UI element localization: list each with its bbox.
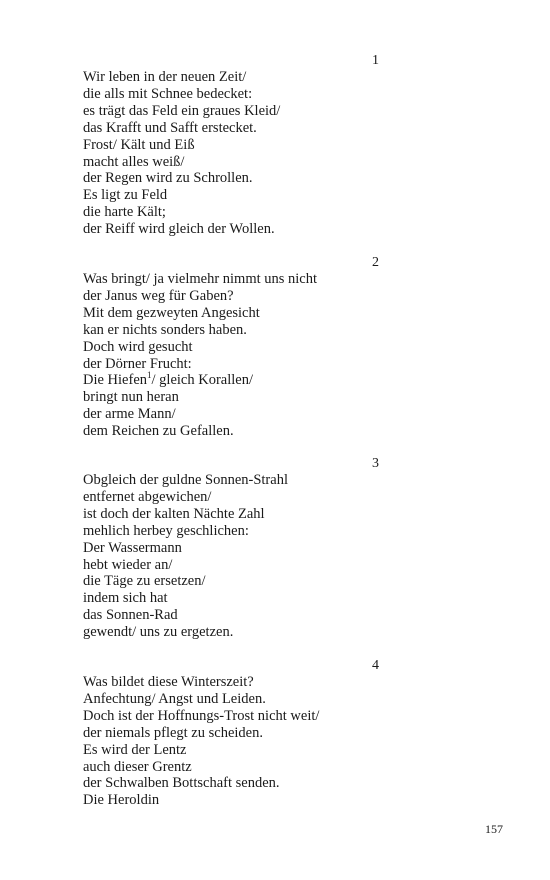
footnote-marker[interactable]: 1 xyxy=(147,370,152,381)
verse-line: der Schwalben Bottschaft senden. xyxy=(83,775,280,792)
verse-line: die alls mit Schnee bedecket: xyxy=(83,85,253,102)
verse-line: hebt wieder an/ xyxy=(83,556,173,573)
verse-line: der Janus weg für Gaben? xyxy=(83,287,234,304)
verse-line: der Reiff wird gleich der Wollen. xyxy=(83,221,275,238)
verse-line: Doch wird gesucht xyxy=(83,338,193,355)
verse-line-with-footnote xyxy=(83,372,317,389)
verse-text: Die Hiefen xyxy=(83,372,148,389)
verse-line: Wir leben in der neuen Zeit/ xyxy=(83,69,247,85)
verse-line: die harte Kält; xyxy=(83,204,166,221)
stanza-lines xyxy=(83,69,280,238)
verse-line: ist doch der kalten Nächte Zahl xyxy=(83,505,265,522)
verse-line: mehlich herbey geschlichen: xyxy=(83,522,249,539)
stanza-number: 1 xyxy=(372,53,379,68)
verse-line: Doch ist der Hoffnungs-Trost nicht weit/ xyxy=(83,707,320,724)
verse-line: bringt nun heran xyxy=(83,389,179,406)
verse-line: es trägt das Feld ein graues Kleid/ xyxy=(83,102,281,119)
verse-line: der niemals pflegt zu scheiden. xyxy=(83,724,263,741)
verse-line: Der Wassermann xyxy=(83,539,182,556)
verse-line: dem Reichen zu Gefallen. xyxy=(83,423,234,440)
verse-line: das Sonnen-Rad xyxy=(83,607,178,624)
verse-line: entfernet abgewichen/ xyxy=(83,488,212,505)
verse-line: Es wird der Lentz xyxy=(83,741,187,758)
verse-line: der arme Mann/ xyxy=(83,406,176,423)
verse-line: Was bringt/ ja vielmehr nimmt uns nicht xyxy=(83,271,318,287)
verse-line: Die Heroldin xyxy=(83,792,160,809)
verse-line: der Dörner Frucht: xyxy=(83,355,192,372)
verse-line: Obgleich der guldne Sonnen-Strahl xyxy=(83,472,288,488)
stanza-lines xyxy=(83,472,288,641)
verse-line: Anfechtung/ Angst und Leiden. xyxy=(83,690,266,707)
verse-line: kan er nichts sonders haben. xyxy=(83,321,247,338)
verse-line: der Regen wird zu Schrollen. xyxy=(83,170,253,187)
verse-line: Mit dem gezweyten Angesicht xyxy=(83,304,260,321)
page-number: 157 xyxy=(485,822,503,836)
verse-line: die Täge zu ersetzen/ xyxy=(83,573,206,590)
verse-line: indem sich hat xyxy=(83,590,168,607)
verse-line: gewendt/ uns zu ergetzen. xyxy=(83,624,234,641)
verse-line: das Krafft und Safft erstecket. xyxy=(83,119,257,136)
verse-text: / gleich Korallen/ xyxy=(151,372,253,389)
stanza-number: 3 xyxy=(372,456,379,471)
stanza-number: 4 xyxy=(372,658,379,673)
stanza-number: 2 xyxy=(372,255,379,270)
stanza-lines xyxy=(83,271,317,440)
verse-line: Was bildet diese Winterszeit? xyxy=(83,674,254,690)
verse-line: Frost/ Kält und Eiß xyxy=(83,136,195,153)
verse-line: Es ligt zu Feld xyxy=(83,187,168,204)
verse-line: auch dieser Grentz xyxy=(83,758,192,775)
verse-line: macht alles weiß/ xyxy=(83,153,185,170)
stanza-lines xyxy=(83,674,319,809)
